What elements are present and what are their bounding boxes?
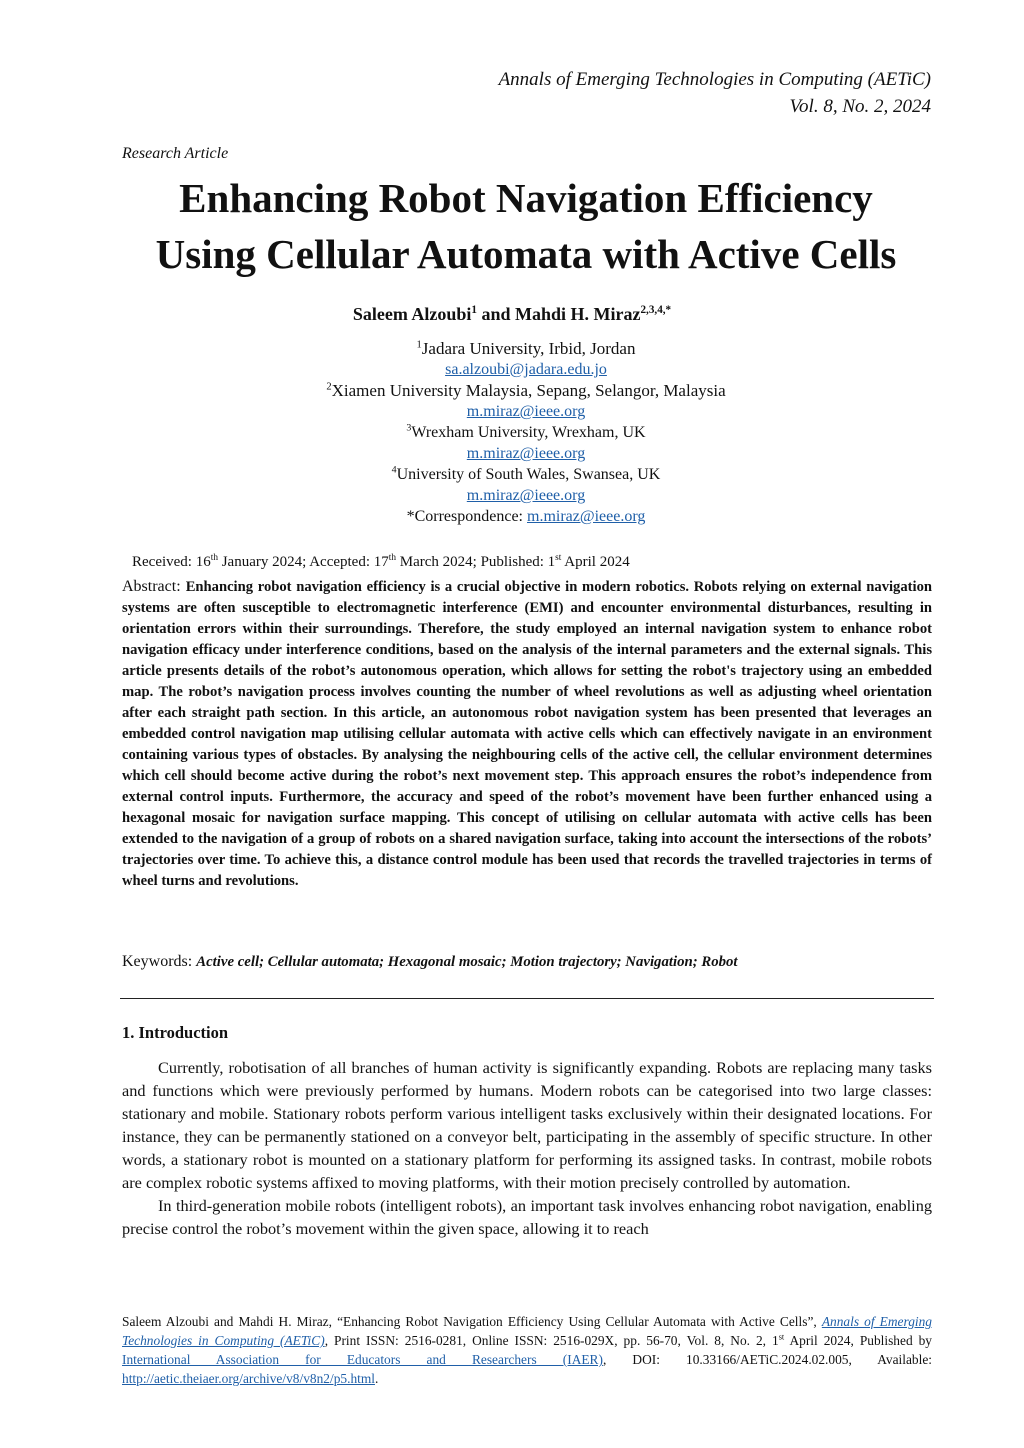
abstract-label: Abstract (122, 578, 177, 595)
article-url-link[interactable]: http://aetic.theiaer.org/archive/v8/v8n2/p5.html (122, 1371, 375, 1386)
citation-footer: Saleem Alzoubi and Mahdi H. Miraz, “Enhancing Robot Navigation Efficiency Using Cellular Automata with Active Cells”, Annals of Emerging Technologies in Computing (AETiC), Print ISSN: 2516-0281, Online ISSN: 2516-029X, pp. 56-70, Vol. 8, No. 2, 1st April 2024, Published by International Association for Educators and Researchers (IAER), DOI: 10.33166/AETiC.2024.02.005, Available: http://aetic.theiaer.org/archive/v8/v8n2/p5.html. (122, 1314, 933, 1386)
keywords-label: Keywords (122, 953, 188, 970)
paper-title (110, 170, 942, 282)
affiliation-3: $^3$Wrexham University, Wrexham, UK (406, 422, 646, 441)
correspondence: *Correspondence: m.miraz@ieee.org (406, 508, 646, 525)
affiliation-2: $^2$Xiamen University Malaysia, Sepang, Selangor, Malaysia (326, 381, 726, 400)
author-connector: and (476, 304, 515, 324)
affiliation-2-email[interactable]: m.miraz@ieee.org (466, 403, 586, 420)
publisher-link[interactable]: International Association for Educators and Researchers (IAER) (122, 1352, 603, 1367)
paragraph: Currently, robotisation of all branches of human activity is significantly expanding. Robots are replacing many tasks and functions which were previously performed by humans. Modern robots can be categorised into two large classes: stationary and mobile. Stationary robots perform various intelligent tasks exclusively within their designated locations. For instance, they can be permanently stationed on a conveyor belt, participating in the assembly of specific structure. In other words, a stationary robot is mounted on a stationary platform for performing its assigned tasks. In contrast, mobile robots are complex robotic systems affixed to moving platforms, with their motion precisely controlled by automation. (122, 1058, 932, 1192)
affiliation-1: $^1$Jadara University, Irbid, Jordan (416, 339, 636, 358)
correspondence-email[interactable]: m.miraz@ieee.org (527, 508, 646, 525)
paragraph: In third-generation mobile robots (intelligent robots), an important task involves enhancing robot navigation, enabling precise control the robot’s movement within the given space, allowing it to reach (122, 1196, 932, 1238)
publication-dates: Received: 16th January 2024; Accepted: 17th March 2024; Published: 1st April 2024 (132, 553, 630, 570)
author-1-affil: 1 (471, 304, 477, 316)
affiliation-1-email[interactable]: sa.alzoubi@jadara.edu.jo (445, 361, 607, 378)
affiliation-4-email[interactable]: m.miraz@ieee.org (466, 487, 586, 504)
keywords-list: Active cell; Cellular automata; Hexagonal mosaic; Motion trajectory; Navigation; Robot (196, 954, 738, 970)
title-line-2: Using Cellular Automata with Active Cells (155, 231, 897, 277)
author-2: Mahdi H. Miraz (514, 304, 641, 324)
affiliation-4: $^4$University of South Wales, Swansea, UK (391, 464, 661, 483)
author-2-affil: 2,3,4,* (640, 304, 672, 316)
article-type: Research Article (122, 145, 229, 162)
journal-link[interactable]: Annals of Emerging Technologies in Computing (AETiC) (122, 1314, 932, 1348)
section-divider (120, 998, 934, 999)
author-list (0, 304, 1024, 325)
abstract-text: Enhancing robot navigation efficiency is a crucial objective in modern robotics. Robots relying on external navigation systems are often susceptible to electromagnetic interference (EMI) and encounter environmental disturbances, resulting in orientation errors within their surroundings. Therefore, the study employed an internal navigation system to enhance robot navigation efficacy under interference conditions, based on the analysis of the internal parameters and the external signals. This article presents details of the robot’s autonomous operation, which allows for setting the robot's trajectory using an embedded map. The robot’s navigation process involves counting the number of wheel revolutions as well as adjusting wheel orientation after each straight path section. In this article, an autonomous robot navigation system has been presented that leverages an embedded control navigation map utilising cellular automata with active cells which can effectively navigate in an environment containing various types of obstacles. By analysing the neighbouring cells of the active cell, the cellular environment determines which cell should become active during the robot’s next movement step. This approach ensures the robot’s independence from external control inputs. Furthermore, the accuracy and speed of the robot’s movement have been further enhanced using a hexagonal mosaic for navigation surface mapping. This concept of utilising on cellular automata with active cells has been extended to the navigation of a group of robots on a shared navigation surface, taking into account the intersections of the robots’ trajectories over time. To achieve this, a distance control module has been used that records the travelled trajectories in terms of wheel turns and revolutions. (122, 579, 932, 889)
affiliations (0, 338, 1024, 527)
affiliation-3-email[interactable]: m.miraz@ieee.org (466, 445, 586, 462)
introduction-body (122, 1056, 932, 1240)
title-line-1: Enhancing Robot Navigation Efficiency (179, 175, 873, 221)
abstract: Abstract: Enhancing robot navigation efficiency is a crucial objective in modern robotics. Robots relying on external navigation systems are often susceptible to electromagnetic interference (EMI) and encounter environmental disturbances, resulting in orientation errors within their surroundings. Therefore, the study employed an internal navigation system to enhance robot navigation efficacy under interference conditions, based on the analysis of the internal parameters and the external signals. This article presents details of the robot’s autonomous operation, which allows for setting the robot's trajectory using an embedded map. The robot’s navigation process involves counting the number of wheel revolutions as well as adjusting wheel orientation after each straight path section. In this article, an autonomous robot navigation system has been presented that leverages an embedded control navigation map utilising cellular automata with active cells which can effectively navigate in an environment containing various types of obstacles. By analysing the neighbouring cells of the active cell, the cellular environment determines which cell should become active during the robot’s next movement step. This approach ensures the robot’s independence from external control inputs. Furthermore, the accuracy and speed of the robot’s movement have been further enhanced using a hexagonal mosaic for navigation surface mapping. This concept of utilising on cellular automata with active cells has been extended to the navigation of a group of robots on a shared navigation surface, taking into account the intersections of the robots’ trajectories over time. To achieve this, a distance control module has been used that records the travelled trajectories in terms of wheel turns and revolutions. (122, 578, 932, 889)
section-heading: 1. Introduction (122, 1023, 229, 1042)
keywords: Keywords: Active cell; Cellular automata; Hexagonal mosaic; Motion trajectory; Navigation; Robot (122, 953, 738, 970)
journal-name: Annals of Emerging Technologies in Computing (AETiC) (498, 69, 931, 90)
journal-header (499, 66, 931, 120)
journal-volume: Vol. 8, No. 2, 2024 (789, 96, 931, 117)
author-1: Saleem Alzoubi (352, 304, 472, 324)
